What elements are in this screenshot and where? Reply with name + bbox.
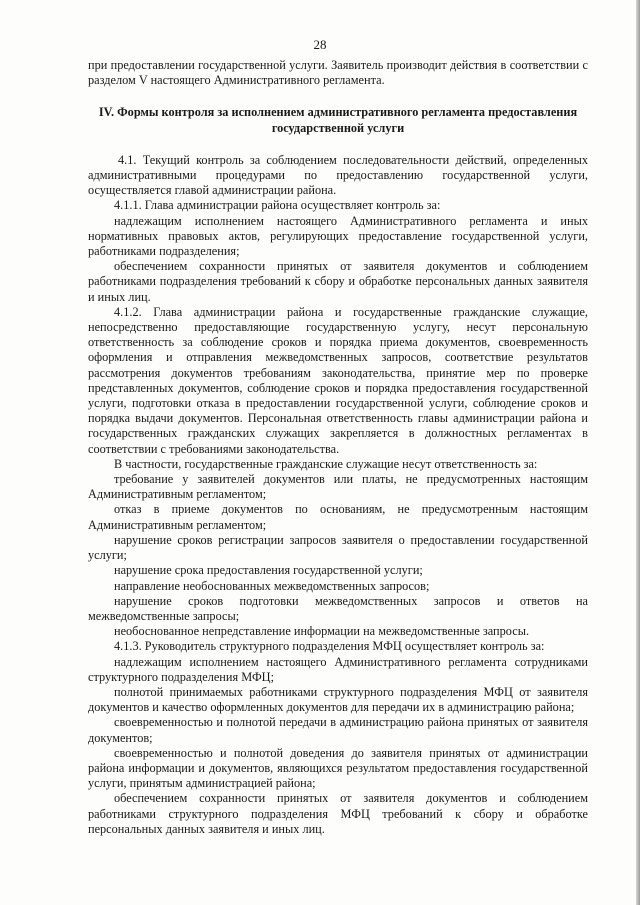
paragraph: своевременностью и полнотой передачи в администрацию района принятых от заявителя документов; bbox=[88, 715, 588, 745]
paragraph: надлежащим исполнением настоящего Административного регламента сотрудниками структурного подразделения МФЦ; bbox=[88, 654, 588, 684]
intro-paragraph: при предоставлении государственной услуги. Заявитель производит действия в соответствии с разделом V настоящего Административного регламента. bbox=[88, 58, 588, 88]
paragraph: своевременностью и полнотой доведения до заявителя принятых от администрации района информации и документов, являющихся результатом предоставления государственной услуги, принятым администрацией района; bbox=[88, 745, 588, 791]
paragraph: нарушение сроков подготовки межведомственных запросов и ответов на межведомственные запросы; bbox=[88, 593, 588, 623]
paragraph: отказ в приеме документов по основаниям, не предусмотренным настоящим Административным регламентом; bbox=[88, 502, 588, 532]
paragraph: нарушение срока предоставления государственной услуги; bbox=[114, 563, 423, 578]
paragraph: обеспечением сохранности принятых от заявителя документов и соблюдением работниками структурного подразделения МФЦ требований к сбору и обработке персональных данных заявителя и иных лиц. bbox=[88, 791, 588, 836]
page-number: 28 bbox=[313, 37, 327, 52]
paragraph: полнотой принимаемых работниками структурного подразделения МФЦ от заявителя документов и качество оформленных документов для передачи их в администрацию района; bbox=[88, 684, 588, 715]
paragraph: 4.1. Текущий контроль за соблюдением последовательности действий, определенных административными процедурами по предоставлению государственной услуги, осуществляется главой администрации района. bbox=[88, 152, 588, 198]
paragraph: нарушение сроков регистрации запросов заявителя о предоставлении государственной услуги; bbox=[88, 532, 588, 563]
paragraph: 4.1.2. Глава администрации района и государственные гражданские служащие, непосредственно предоставляющие государственную услугу, несут персональную ответственность за соблюдение сроков и порядка приема документов, своевременность оформления и отправления межведомственных запросов, соответствие результатов рассмотрения документов требованиям законодательства, принятие мер по проверке представленных документов, соблюдение сроков и порядка предоставления государственной услуги, подготовки отказа в предоставлении государственной услуги, соблюдение сроков и порядка выдачи документов. Персональная ответственность главы администрации района и государственных гражданских служащих закрепляется в должностных регламентах в соответствии с требованиями законодательства. bbox=[88, 304, 588, 456]
paragraph: обеспечением сохранности принятых от заявителя документов и соблюдением работниками подразделения требований к сбору и обработке персональных данных заявителя и иных лиц. bbox=[88, 259, 588, 304]
paragraph: В частности, государственные гражданские служащие несут ответственность за: bbox=[114, 456, 538, 471]
paragraph: надлежащим исполнением настоящего Административного регламента и иных нормативных правовых актов, регулирующих предоставление государственной услуги, работниками подразделения; bbox=[88, 213, 588, 259]
page-edge-shadow bbox=[636, 0, 640, 905]
paragraph: направление необоснованных межведомственных запросов; bbox=[114, 578, 430, 593]
document-body bbox=[88, 58, 588, 837]
paragraph: требование у заявителей документов или платы, не предусмотренных настоящим Административным регламентом; bbox=[88, 472, 588, 502]
paragraph: необоснованное непредставление информации на межведомственные запросы. bbox=[114, 624, 530, 639]
section-heading: IV. Формы контроля за исполнением административного регламента предоставления государственной услуги bbox=[98, 105, 578, 135]
paragraph: 4.1.3. Руководитель структурного подразделения МФЦ осуществляет контроль за: bbox=[114, 639, 545, 654]
paragraph: 4.1.1. Глава администрации района осуществляет контроль за: bbox=[114, 198, 441, 213]
